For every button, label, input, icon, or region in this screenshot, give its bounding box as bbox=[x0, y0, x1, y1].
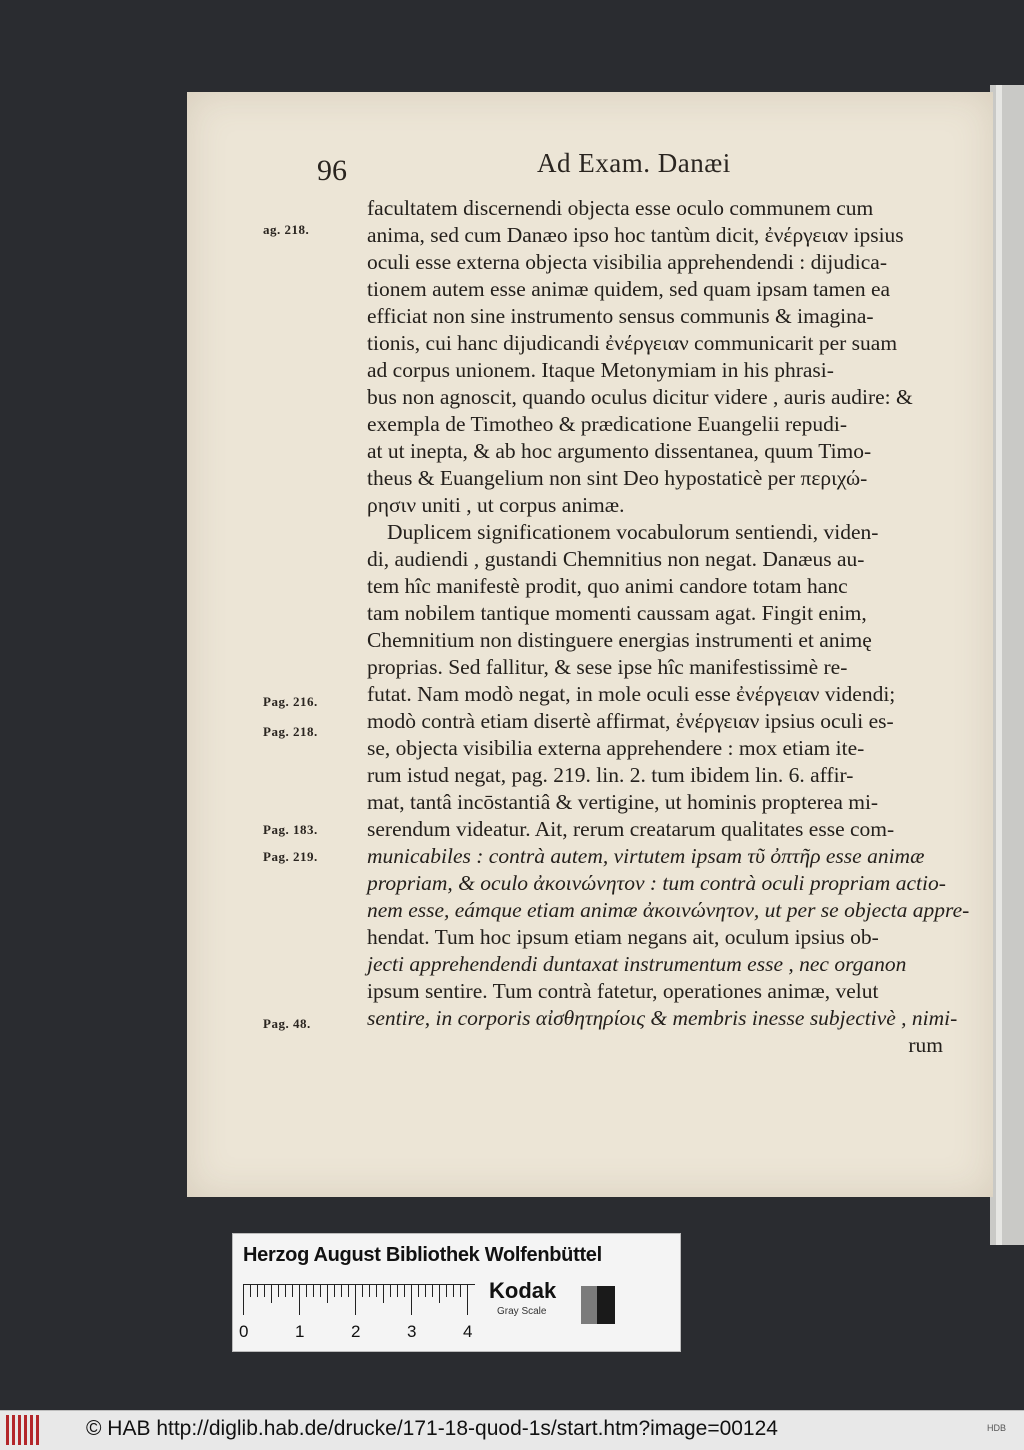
ruler-number: 4 bbox=[463, 1322, 473, 1341]
margin-note: Pag. 219. bbox=[263, 849, 318, 864]
facing-page-edge-highlight bbox=[996, 85, 1002, 1245]
library-name: Herzog August Bibliothek Wolfenbüttel bbox=[243, 1244, 602, 1266]
scale-ruler bbox=[243, 1284, 475, 1315]
ruler-number: 0 bbox=[239, 1322, 249, 1341]
text-line: hendat. Tum hoc ipsum etiam negans ait, oculum ipsius ob- bbox=[367, 925, 879, 949]
text-line: exempla de Timotheo & prædicatione Euangelii repudi- bbox=[367, 412, 848, 436]
margin-note: Pag. 216. bbox=[263, 694, 318, 709]
text-line: facultatem discernendi objecta esse oculo communem cum bbox=[367, 196, 874, 220]
text-line: se, objecta visibilia externa apprehendere : mox etiam ite- bbox=[367, 736, 865, 760]
text-line: nem esse, eámque etiam animæ ἀκοινώνητον, ut per se objecta appre- bbox=[367, 898, 970, 922]
text-line: ad corpus unionem. Itaque Metonymiam in his phrasi- bbox=[367, 358, 834, 382]
margin-note: Pag. 183. bbox=[263, 822, 318, 837]
text-line: tem hîc manifestè prodit, quo animi candore totam hanc bbox=[367, 574, 848, 598]
text-line: mat, tantâ incōstantiâ & vertigine, ut hominis propterea mi- bbox=[367, 790, 879, 814]
kodak-logo: Kodak bbox=[489, 1278, 557, 1303]
text-line: Chemnitium non distinguere energias instrumenti et animę bbox=[367, 628, 872, 652]
book-page bbox=[187, 92, 993, 1197]
copyright-url: © HAB http://diglib.hab.de/drucke/171-18-quod-1s/start.htm?image=00124 bbox=[86, 1417, 778, 1440]
text-line: modò contrà etiam disertè affirmat, ἐνέργειαν ipsius oculi es- bbox=[367, 709, 894, 733]
text-line: tionis, cui hanc dijudicandi ἐνέργειαν communicarit per suam bbox=[367, 331, 898, 355]
margin-note: Pag. 48. bbox=[263, 1016, 311, 1031]
text-line: jecti apprehendendi duntaxat instrumentum esse , nec organon bbox=[367, 952, 907, 976]
ruler-number: 1 bbox=[295, 1322, 305, 1341]
text-line: serendum videatur. Ait, rerum creatarum qualitates esse com- bbox=[367, 817, 895, 841]
black-patch bbox=[597, 1286, 615, 1324]
text-line: Duplicem significationem vocabulorum sentiendi, viden- bbox=[387, 520, 879, 544]
footer-mark: HDB bbox=[986, 1423, 1006, 1433]
text-line: proprias. Sed fallitur, & sese ipse hîc manifestissimè re- bbox=[367, 655, 848, 679]
text-line: efficiat non sine instrumento sensus communis & imagina- bbox=[367, 304, 874, 328]
text-line: futat. Nam modò negat, in mole oculi esse ἐνέργειαν videndi; bbox=[367, 682, 896, 706]
text-line: municabiles : contrà autem, virtutem ipsam τῦ ὀπτῆρ esse animæ bbox=[367, 844, 925, 868]
text-line: rum istud negat, pag. 219. lin. 2. tum ibidem lin. 6. affir- bbox=[367, 763, 854, 787]
gray-patch bbox=[581, 1286, 597, 1324]
text-line: ρησιν uniti , ut corpus animæ. bbox=[367, 493, 625, 517]
ruler-number: 3 bbox=[407, 1322, 417, 1341]
text-line: oculi esse externa objecta visibilia apprehendendi : dijudica- bbox=[367, 250, 887, 274]
text-line: tam nobilem tantique momenti caussam agat. Fingit enim, bbox=[367, 601, 867, 625]
text-line: tionem autem esse animæ quidem, sed quam ipsam tamen ea bbox=[367, 277, 891, 301]
footer-bar bbox=[0, 1410, 1024, 1450]
text-line: theus & Euangelium non sint Deo hypostaticè per περιχώ- bbox=[367, 466, 868, 490]
margin-note: Pag. 218. bbox=[263, 724, 318, 739]
hab-logo-icon bbox=[6, 1415, 44, 1445]
text-line: at ut inepta, & ab hoc argumento dissentanea, quum Timo- bbox=[367, 439, 872, 463]
text-line: propriam, & oculo ἀκοινώνητον : tum contrà oculi propriam actio- bbox=[367, 871, 946, 895]
text-line: ipsum sentire. Tum contrà fatetur, operationes animæ, velut bbox=[367, 979, 879, 1003]
text-line: anima, sed cum Danæo ipso hoc tantùm dicit, ἐνέργειαν ipsius bbox=[367, 223, 904, 247]
text-line: di, audiendi , gustandi Chemnitius non negat. Danæus au- bbox=[367, 547, 865, 571]
gray-scale-label: Gray Scale bbox=[497, 1306, 547, 1317]
text-line: bus non agnoscit, quando oculus dicitur videre , auris audire: & bbox=[367, 385, 913, 409]
catchword: rum bbox=[908, 1033, 943, 1057]
color-target-card bbox=[232, 1233, 681, 1352]
text-line: sentire, in corporis αἰσθητηρίοις & membris inesse subjectivè , nimi- bbox=[367, 1006, 958, 1030]
ruler-number: 2 bbox=[351, 1322, 361, 1341]
page-number: 96 bbox=[317, 154, 347, 187]
margin-note: ag. 218. bbox=[263, 222, 310, 237]
running-head: Ad Exam. Danæi bbox=[537, 148, 731, 178]
